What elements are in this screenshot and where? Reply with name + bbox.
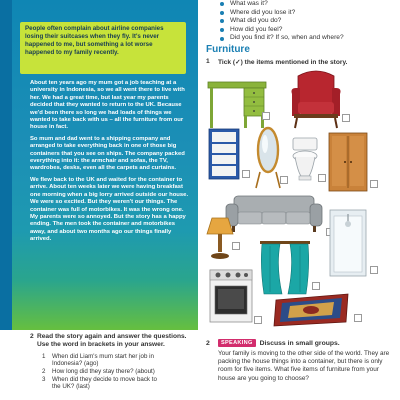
speaking-task-title: Discuss in small groups. — [259, 339, 340, 347]
bullet-item: Where did you lose it? — [220, 9, 400, 18]
story-paragraph-3: We flew back to the UK and waited for the container to arrive. About ten weeks later we were having breakfast one morning when a big lorry arrived outside our house. We were so excited. But they weren't our things. The container was full of motorbikes. It was the wrong one. My parents were so annoyed. But the story has a happy ending. The men took the container and motorbikes away, and about two months ago our things finally arrived. — [30, 176, 189, 243]
bullet-item: How did you feel? — [220, 26, 400, 35]
rug-icon — [270, 292, 352, 328]
desk-icon — [206, 80, 268, 132]
story-text — [30, 80, 192, 248]
furniture-task: 1 Tick (✓) the items mentioned in the story. — [206, 58, 348, 66]
story-paragraph-1: About ten years ago my mum got a job teaching at a university in Indonesia, so we all went there to live with her. We had a great time, but last year my parents decided that they wanted to return to the UK. Because we'd been there so long we had loads of things we wanted to take back with us – all the furniture from our house in fact. — [30, 80, 185, 131]
toilet-checkbox[interactable] — [318, 174, 326, 182]
speaking-task-number: 2 — [206, 339, 210, 347]
mirror-icon — [254, 126, 282, 190]
speaking-task — [206, 339, 396, 383]
cooker-icon — [208, 268, 254, 324]
armchair-icon — [288, 70, 344, 132]
exercise-instruction: Read the story again and answer the questions. Use the word in brackets in your answer. — [37, 333, 187, 349]
toilet-icon — [290, 136, 320, 182]
curtains-checkbox[interactable] — [312, 282, 320, 290]
rug-checkbox[interactable] — [354, 314, 362, 322]
bullet-icon — [220, 28, 224, 32]
desk-checkbox[interactable] — [262, 112, 270, 120]
bookcase-checkbox[interactable] — [242, 170, 250, 178]
mirror-checkbox[interactable] — [280, 176, 288, 184]
question-list — [42, 353, 200, 391]
furniture-title: Furniture — [206, 44, 250, 55]
speaking-badge: SPEAKING — [218, 339, 256, 347]
lamp-icon — [206, 216, 234, 260]
bullet-item: What was it? — [220, 0, 400, 9]
story-panel — [0, 0, 198, 330]
furniture-illustrations — [206, 70, 390, 332]
bullet-icon — [220, 19, 224, 23]
story-intro: People often complain about airline companies losing their suitcases when they fly. It's never happened to me, but something a lot worse happened to my family recently. — [20, 22, 186, 74]
question-item: the UK? (last) — [52, 383, 90, 391]
bullet-icon — [220, 2, 224, 6]
question-item: Indonesia? (ago) — [52, 360, 99, 368]
sofa-icon — [224, 194, 324, 234]
exercise-number: 2 — [30, 333, 34, 340]
shower-icon — [328, 208, 368, 278]
exercise-2 — [30, 333, 200, 391]
story-paragraph-2: So mum and dad went to a shipping company and arranged to take everything back in one of those big containers that you see on ships. The company packed everything into it: the armchair and sofas, the TV, wardrobes, desks, even all the carpets and curtains. — [30, 135, 185, 172]
speaking-task-body: Your family is moving to the other side of the world. They are packing the house things into a container, but there is only room for five items. What five items of furniture from your house are you going to choose? — [218, 350, 390, 382]
question-item: 3 When did they decide to move back to — [42, 375, 157, 383]
prompt-bullets — [220, 0, 400, 43]
curtains-icon — [260, 240, 310, 296]
bullet-item: What did you do? — [220, 17, 400, 26]
bullet-icon — [220, 37, 224, 41]
question-item: 2 How long did they stay there? (about) — [42, 368, 155, 375]
wardrobe-checkbox[interactable] — [370, 180, 378, 188]
bullet-icon — [220, 11, 224, 15]
bullet-item: Did you find it? If so, when and where? — [220, 34, 400, 43]
armchair-checkbox[interactable] — [342, 114, 350, 122]
shower-checkbox[interactable] — [370, 266, 378, 274]
bookcase-icon — [208, 128, 240, 180]
question-item: 1 When did Liam's mum start her job in — [42, 352, 154, 360]
wardrobe-icon — [328, 132, 368, 194]
cooker-checkbox[interactable] — [254, 316, 262, 324]
lamp-checkbox[interactable] — [232, 242, 240, 250]
